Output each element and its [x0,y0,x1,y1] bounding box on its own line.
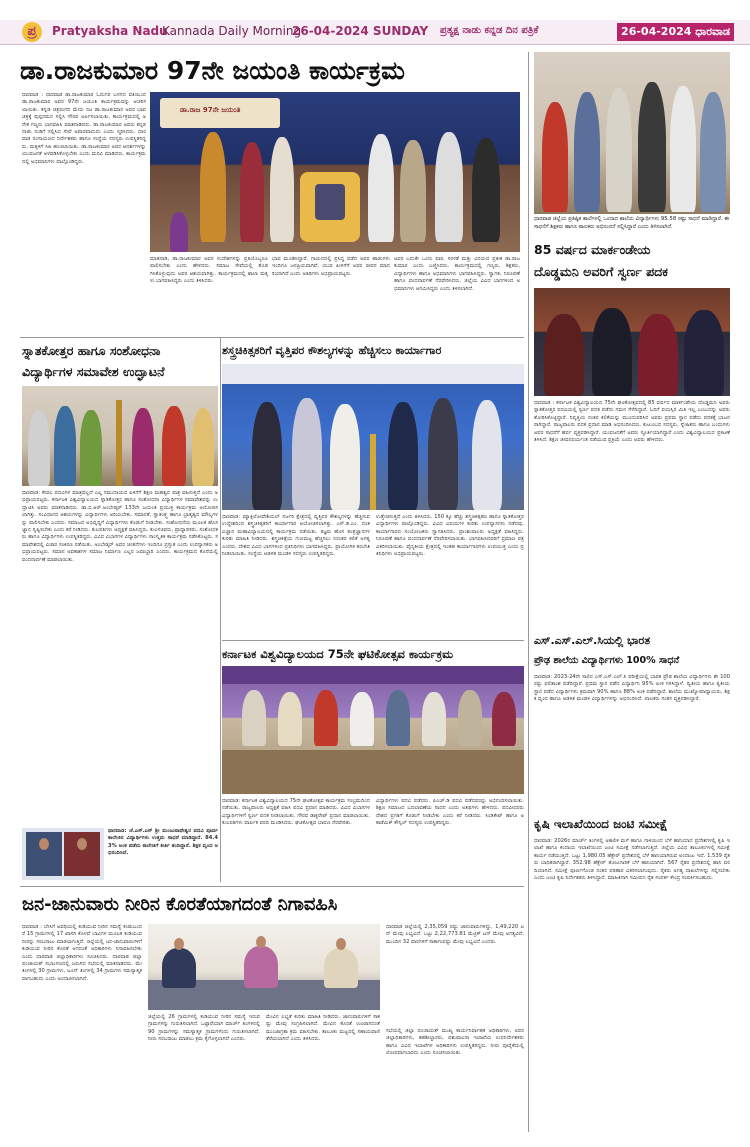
convocation-headline: ಕರ್ನಾಟಕ ವಿಶ್ವವಿದ್ಯಾಲಯದ 75ನೇ ಘಟಿಕೋತ್ಸವ ಕಾರ್ಯಕ್ರಮ [222,647,454,661]
water-column-5: ಸಭೆಯಲ್ಲಿ ಜಿಲ್ಲಾ ಪಂಚಾಯತ್ ಮುಖ್ಯ ಕಾರ್ಯನಿರ್ವಾಹಕ ಅಧಿಕಾರಿಗಳು, ಅಪರ ಜಿಲ್ಲಾಧಿಕಾರಿಗಳು, ತಹಶೀಲ್ದಾರರು, ಪಶುಪಾಲನಾ ಇಲಾಖೆಯ ಉಪನಿರ್ದೇಶಕರು ಹಾಗೂ ವಿವಿಧ ಇಲಾಖೆಗಳ ಅಧಿಕಾರಿಗಳು ಉಪಸ್ಥಿತರಿದ್ದರು. ನೀರು ಪೂರೈಕೆಯಲ್ಲಿ ಲೋಪವಾಗಬಾರದು ಎಂದು ಸೂಚಿಸಲಾಯಿತು. [386,1028,524,1057]
water-column-2: ಜಿಲ್ಲೆಯಲ್ಲಿ 26 ಗ್ರಾಮಗಳಲ್ಲಿ ಕುಡಿಯುವ ನೀರಿನ ಸಮಸ್ಯೆ ಇರುವ ಗ್ರಾಮಗಳನ್ನು ಗುರುತಿಸಲಾಗಿದೆ. ಒಟ್ಟಾರೆಯಾಗಿ ಮಾರ್ಚ್ ತಿಂಗಳಿನಲ್ಲಿ 90 ಗ್ರಾಮಗಳನ್ನು ಸಮಸ್ಯಾತ್ಮಕ ಗ್ರಾಮಗಳೆಂದು ಗುರುತಿಸಲಾಗಿದೆ. ನೀರು ಸರಬರಾಜು ಮಾಡಲು ಕ್ರಮ ಕೈಗೊಳ್ಳಲಾಗಿದೆ ಎಂದರು. [148,1014,260,1043]
person-standing [278,692,302,746]
paper-logo: ಪ್ರ [22,22,42,42]
person-in-gown [592,308,632,396]
official [162,948,196,988]
workshop-column-1: ಧಾರವಾಡ: ಮ್ಯಾಕ್ಸಿಲೋಫೇಶಿಯಲ್ ಸರ್ಜರಿ ಕ್ಷೇತ್ರದಲ್ಲಿ ವೃತ್ತಿಪರ ಕೌಶಲ್ಯಗಳನ್ನು ಹೆಚ್ಚಿಸುವ ಉದ್ದೇಶದಿಂದ ಶಸ್ತ್ರಚಿಕಿತ್ಸಕರಿಗೆ ಕಾರ್ಯಾಗಾರ ಆಯೋಜಿಸಲಾಗಿತ್ತು. ಎಸ್.ಡಿ.ಎಂ. ದಂತ ವಿಜ್ಞಾನ ಮಹಾವಿದ್ಯಾಲಯದಲ್ಲಿ ಕಾರ್ಯಕ್ರಮ ನಡೆಯಿತು. ತಜ್ಞರು ಹೊಸ ತಂತ್ರಜ್ಞಾನಗಳ ಕುರಿತು ಮಾಹಿತಿ ನೀಡಿದರು. ಶಸ್ತ್ರಚಿಕಿತ್ಸೆಯ ಗುಣಮಟ್ಟ ಹೆಚ್ಚಿಸಲು ನಿರಂತರ ಕಲಿಕೆ ಅಗತ್ಯ ಎಂದರು. ದೇಶದ ವಿವಿಧ ಭಾಗಗಳಿಂದ ಪ್ರತಿನಿಧಿಗಳು ಭಾಗವಹಿಸಿದ್ದರು. ಪ್ರಾಯೋಗಿಕ ತರಬೇತಿ ನೀಡಲಾಯಿತು. ಸಂಸ್ಥೆಯ ಆಡಳಿತ ಮಂಡಳಿ ಸದಸ್ಯರು ಉಪಸ್ಥಿತರಿದ್ದರು. [222,514,370,558]
rajkumar-column-2: ಮಾತನಾಡಿ, ಡಾ.ರಾಜಕುಮಾರ ಅವರ ಸಂದೇಶಗಳನ್ನು ಪ್ರತಿಯೊಬ್ಬರೂ ಪಾಲಿಸಬೇಕು ಎಂದು ಹೇಳಿದರು. ಸಮಾಜ ಸೇವೆಯಲ್ಲಿ ತೊಡಗಿಸಿಕೊಳ್ಳುವುದು ಅವರ ಆಶಯವಾಗಿತ್ತು. ಕಾರ್ಯಕ್ರಮದಲ್ಲಿ ಶಾಲಾ ಮಕ್ಕಳು ಭಾಗವಹಿಸಿದ್ದರು ಎಂದು ತಿಳಿಸಿದರು. [150,256,268,285]
official-face [174,938,184,950]
paper-tagline: Kannada Daily Morning [162,24,302,38]
seated-row [222,750,524,794]
lamp-stand [370,434,376,510]
masthead [0,20,750,45]
person-in-gown [684,310,724,396]
column-divider [528,632,529,1132]
gold-medal-headline-2: ದೊಡ್ಡಮನಿ ಅವರಿಗೆ ಸ್ವರ್ಣ ಪದಕ [534,264,668,279]
gold-medal-headline-1: 85 ವರ್ಷದ ಮಾರ್ಕಂಡೇಯ [534,242,651,257]
issue-date-en: 26-04-2024 SUNDAY [292,24,429,38]
water-meeting-photo [148,924,380,1010]
pg-students-headline-2: ವಿದ್ಯಾರ್ಥಿಗಳ ಸಮಾವೇಶ ಉದ್ಘಾಟನೆ [22,364,165,379]
sslc-body: ಧಾರವಾಡ: 2023-24ನೇ ಸಾಲಿನ ಎಸ್.ಎಸ್.ಎಲ್.ಸಿ ಪರೀಕ್ಷೆಯಲ್ಲಿ ಭಾರತ ಪ್ರೌಢ ಶಾಲೆಯ ವಿದ್ಯಾರ್ಥಿಗಳು ಶೇ 100 ರಷ್ಟು ಫಲಿತಾಂಶ ಪಡೆದಿದ್ದಾರೆ. ಪ್ರಥಮ ಸ್ಥಾನ ಪಡೆದ ವಿದ್ಯಾರ್ಥಿನಿ 95% ಅಂಕ ಗಳಿಸಿದ್ದಾಳೆ. ದ್ವಿತೀಯ ಹಾಗೂ ತೃತೀಯ ಸ್ಥಾನ ಪಡೆದ ವಿದ್ಯಾರ್ಥಿಗಳು ಕ್ರಮವಾಗಿ 90% ಹಾಗೂ 88% ಅಂಕ ಪಡೆದಿದ್ದಾರೆ. ಶಾಲೆಯ ಮುಖ್ಯೋಪಾಧ್ಯಾಯರು, ಶಿಕ್ಷಕ ವೃಂದ ಹಾಗೂ ಆಡಳಿತ ಮಂಡಳಿ ವಿದ್ಯಾರ್ಥಿಗಳನ್ನು ಅಭಿನಂದಿಸಿದೆ. ಪಾಲಕರು ಸಂತಸ ವ್ಯಕ್ತಪಡಿಸಿದ್ದಾರೆ. [534,674,730,703]
official [244,946,278,988]
person-standing [458,690,482,746]
workshop-headline: ಶಸ್ತ್ರಚಿಕಿತ್ಸಕರಿಗೆ ವೃತ್ತಿಪರ ಕೌಶಲ್ಯಗಳನ್ನು ಹೆಚ್ಚಿಸಲು ಕಾರ್ಯಾಗಾರ [222,344,442,357]
child [170,212,188,252]
student-face [39,838,49,850]
water-column-3: ಮೇವಿನ ಲಭ್ಯತೆ ಕುರಿತು ಮಾಹಿತಿ ನೀಡಿದರು. ಜಾನುವಾರುಗಳಿಗೆ ಸಾಕಷ್ಟು ಮೇವು ಸಂಗ್ರಹಿಸಲಾಗಿದೆ. ಮೇವಿನ ಕೊರತೆ ಉಂಟಾಗದಂತೆ ಮುಂಜಾಗ್ರತಾ ಕ್ರಮ ವಹಿಸಬೇಕು. ತಾಲೂಕು ಮಟ್ಟದಲ್ಲಿ ಸಹಾಯವಾಣಿ ತೆರೆಯಲಾಗಿದೆ ಎಂದು ತಿಳಿಸಿದರು. [266,1014,380,1043]
pg-students-headline-1: ಸ್ನಾತಕೋತ್ತರ ಹಾಗೂ ಸಂಶೋಧನಾ [22,343,161,358]
student-photos [22,828,104,880]
person [400,140,426,242]
rajkumar-event-photo [150,92,520,252]
person-standing [492,692,516,746]
person [54,406,76,486]
official [324,948,358,988]
lamp-stand [116,400,122,486]
person [472,400,502,510]
person [192,408,214,486]
official-face [256,936,266,948]
stage-banner [222,666,524,684]
person [252,402,282,510]
person-in-gown [638,314,678,396]
person [292,398,322,510]
person [132,408,154,486]
water-headline: ಜನ-ಜಾನುವಾರು ನೀರಿನ ಕೊರತೆಯಾಗದಂತೆ ನಿಗಾವಹಿಸಿ [22,894,338,915]
section-divider [20,886,524,887]
section-divider [222,640,524,641]
person [542,102,568,212]
person [270,137,294,242]
person [330,404,360,510]
water-column-4: ಧಾರವಾಡ ಜಿಲ್ಲೆಯಲ್ಲಿ 2,35,059 ರಷ್ಟು ಜಾನುವಾರುಗಳಿದ್ದು, 1,49,220 ಟನ್ ಮೇವು ಲಭ್ಯವಿದೆ. ಒಟ್ಟು 2,22,773.81 ಮೆಟ್ರಿಕ್ ಟನ್ ಮೇವು ಅಗತ್ಯವಿದೆ. ಮುಂದಿನ 32 ವಾರಗಳಿಗೆ ಸಾಕಾಗುವಷ್ಟು ಮೇವು ಲಭ್ಯವಿದೆ ಎಂದರು. [386,924,524,945]
person-standing [350,692,374,746]
person [28,410,50,486]
official-face [336,938,346,950]
person [240,142,264,242]
person [162,406,186,486]
section-divider [20,337,524,338]
sslc-headline-1: ಎಸ್.ಎಸ್.ಎಲ್.ಸಿಯಲ್ಲಿ ಭಾರತ [534,634,651,647]
column-divider [220,337,221,882]
person-standing [422,692,446,746]
workshop-stage-photo [222,364,524,510]
rajkumar-column-3: ಭಾವ ಮೂಡಿಸಿದ್ದಾರೆ. ಗಾಯನದಲ್ಲಿ ಪ್ರಸಿದ್ಧ ಪಡೆದ ಅವರ ಹಾಡುಗಳು ಇಂದಿಗೂ ಜನಪ್ರಿಯವಾಗಿವೆ. ಯುವ ಪೀಳಿಗೆಗೆ ಅವರ ಜೀವನ ಮಾದರಿಯಾಗಿದೆ ಎಂದು ಅತಿಥಿಗಳು ಅಭಿಪ್ರಾಯಪಟ್ಟರು. [272,256,390,277]
banner-text: ಡಾ.ರಾಜ 97ನೇ ಜಯಂತಿ [180,106,241,114]
agri-body: ಧಾರವಾಡ: 2026ರ ಮಾರ್ಚ್ ತಿಂಗಳಲ್ಲಿ ಅಕಾಲಿಕ ಮಳೆ ಹಾಗೂ ಗಾಳಿಯಿಂದ ಬೆಳೆ ಹಾನಿಯಾದ ಪ್ರದೇಶಗಳಲ್ಲಿ ಕೃಷಿ ಇಲಾಖೆ ಹಾಗೂ ಕಂದಾಯ ಇಲಾಖೆಯಿಂದ ಜಂಟಿ ಸಮೀಕ್ಷೆ ನಡೆಸಲಾಗುತ್ತಿದೆ. ಜಿಲ್ಲೆಯ ವಿವಿಧ ತಾಲೂಕುಗಳಲ್ಲಿ ಸಮೀಕ್ಷೆ ಕಾರ್ಯ ನಡೆಯುತ್ತಿದೆ. ಒಟ್ಟು 1,980.05 ಹೆಕ್ಟೇರ್ ಪ್ರದೇಶದಲ್ಲಿ ಬೆಳೆ ಹಾನಿಯಾಗಿರುವ ಅಂದಾಜು ಇದೆ. 1,539 ರೈತರು ಬಾಧಿತರಾಗಿದ್ದಾರೆ. 352.98 ಹೆಕ್ಟೇರ್ ತೋಟಗಾರಿಕೆ ಬೆಳೆ ಹಾನಿಯಾಗಿದೆ. 567 ರೈತರ ಪ್ರದೇಶದಲ್ಲಿ ಹಾನಿ ವರದಿಯಾಗಿದೆ. ಸಮೀಕ್ಷೆ ಪೂರ್ಣಗೊಂಡ ನಂತರ ಪರಿಹಾರ ವಿತರಿಸಲಾಗುವುದು. ರೈತರು ಅಗತ್ಯ ದಾಖಲೆಗಳನ್ನು ಸಲ್ಲಿಸಬೇಕು ಎಂದು ಜಂಟಿ ಕೃಷಿ ನಿರ್ದೇಶಕರು ತಿಳಿಸಿದ್ದಾರೆ. ಮಾಹಿತಿಗಾಗಿ ಸಮೀಪದ ರೈತ ಸಂಪರ್ಕ ಕೇಂದ್ರ ಸಂಪರ್ಕಿಸಬಹುದು. [534,838,730,882]
person [670,86,696,212]
rajkumar-headline: ಡಾ.ರಾಜಕುಮಾರ 97ನೇ ಜಯಂತಿ ಕಾರ್ಯಕ್ರಮ [20,56,405,85]
person [700,92,726,212]
convocation-group-photo [222,666,524,794]
person [638,82,666,212]
person-standing [242,690,266,746]
sslc-headline-2: ಪ್ರೌಢ ಶಾಲೆಯ ವಿದ್ಯಾರ್ಥಿಗಳು 100% ಸಾಧನೆ [534,655,680,666]
student-face [77,838,87,850]
person [606,88,632,212]
person [200,132,226,242]
person [574,92,600,212]
stage-banner [222,364,524,384]
school-felicitation-photo [534,52,730,214]
person [80,410,102,486]
gold-medal-body: ಧಾರವಾಡ : ಕರ್ನಾಟಕ ವಿಶ್ವವಿದ್ಯಾಲಯದ 75ನೇ ಘಟಿಕೋತ್ಸವದಲ್ಲಿ 85 ವರ್ಷದ ಮಾರ್ಕಂಡೇಯ ದೊಡ್ಡಮನಿ ಅವರು ಸ್ನಾತಕೋತ್ತರ ಪದವಿಯಲ್ಲಿ ಸ್ವರ್ಣ ಪದಕ ಪಡೆದು ಗಮನ ಸೆಳೆದಿದ್ದಾರೆ. ಓದಿಗೆ ವಯಸ್ಸಿನ ಮಿತಿ ಇಲ್ಲ ಎಂಬುದನ್ನು ಅವರು ತೋರಿಸಿಕೊಟ್ಟಿದ್ದಾರೆ. ನಿವೃತ್ತಿಯ ನಂತರ ಕಲಿಕೆಯನ್ನು ಮುಂದುವರಿಸಿದ ಅವರು ಪ್ರಥಮ ಸ್ಥಾನ ಪಡೆದು ಪದಕಕ್ಕೆ ಭಾಜನರಾಗಿದ್ದಾರೆ. ರಾಜ್ಯಪಾಲರು ಪದಕ ಪ್ರದಾನ ಮಾಡಿ ಅಭಿನಂದಿಸಿದರು. ಕುಟುಂಬದ ಸದಸ್ಯರು, ಸ್ನೇಹಿತರು ಹಾಗೂ ಬಂಧುಗಳು ಅವರ ಸಾಧನೆಗೆ ಹರ್ಷ ವ್ಯಕ್ತಪಡಿಸಿದ್ದಾರೆ. ಯುವಜನತೆಗೆ ಅವರು ಸ್ಫೂರ್ತಿಯಾಗಿದ್ದಾರೆ ಎಂದು ವಿಶ್ವವಿದ್ಯಾಲಯದ ಪ್ರಕಟಣೆ ತಿಳಿಸಿದೆ. ಶಿಕ್ಷಣ ಜೀವನಪರ್ಯಂತ ನಡೆಯುವ ಪ್ರಕ್ರಿಯೆ ಎಂದು ಅವರು ಹೇಳಿದರು. [534,400,730,444]
rajkumar-column-1: ಧಾರವಾಡ : ಧಾರವಾಡ ಡಾ.ರಾಜಕುಮಾರ ಓದುಗರ ಬಳಗದ ವತಿಯಿಂದ ಡಾ.ರಾಜಕುಮಾರ ಅವರ 97ನೇ ಜಯಂತಿ ಕಾರ್ಯಕ್ರಮವನ್ನು ಆಚರಿಸಲಾಯಿತು. ಕನ್ನಡ ಚಿತ್ರರಂಗದ ಮೇರು ನಟ ಡಾ.ರಾಜಕುಮಾರ ಅವರ ಭಾವಚಿತ್ರಕ್ಕೆ ಪುಷ್ಪನಮನ ಸಲ್ಲಿಸಿ ಗೌರವ ಅರ್ಪಿಸಲಾಯಿತು. ಕಾರ್ಯಕ್ರಮದಲ್ಲಿ ಅನೇಕ ಗಣ್ಯರು ಭಾಗವಹಿಸಿ ಮಾತನಾಡಿದರು. ಡಾ.ರಾಜಕುಮಾರ ಅವರು ಕನ್ನಡ ನಾಡು ನುಡಿಗೆ ಸಲ್ಲಿಸಿದ ಸೇವೆ ಅಪಾರವಾದುದು ಎಂದು ಸ್ಮರಿಸಿದರು. ಧಾರವಾಡ ರಂಗಾಯಣದ ನಿರ್ದೇಶಕರು ಹಾಗೂ ಸಂಸ್ಥೆಯ ಸದಸ್ಯರು ಉಪಸ್ಥಿತರಿದ್ದರು. ಮಕ್ಕಳಿಗೆ ಸಿಹಿ ಹಂಚಲಾಯಿತು. ಡಾ.ರಾಜಕುಮಾರ ಅವರ ಆದರ್ಶಗಳನ್ನು ಯುವಜನತೆ ಅಳವಡಿಸಿಕೊಳ್ಳಬೇಕು ಎಂದು ಮನವಿ ಮಾಡಿದರು. ಕಾರ್ಯಕ್ರಮದಲ್ಲಿ ಅಭಿಮಾನಿಗಳು ಪಾಲ್ಗೊಂಡಿದ್ದರು. [22,92,146,165]
person-in-gown [544,314,584,396]
paper-name-kannada: ಪ್ರತ್ಯಕ್ಷ ನಾಡು ಕನ್ನಡ ದಿನ ಪತ್ರಿಕೆ [440,25,539,36]
rajkumar-column-4: ಅವರ ಬದುಕೇ ಒಂದು ಪಾಠ, ಸರಳತೆ ಮತ್ತು ವಿನಯದ ಪ್ರತೀಕ ಡಾ.ರಾಜಕುಮಾರ ಎಂದು ಬಣ್ಣಿಸಿದರು. ಕಾರ್ಯಕ್ರಮದಲ್ಲಿ ಗಣ್ಯರು, ಶಿಕ್ಷಕರು, ವಿದ್ಯಾರ್ಥಿಗಳು ಹಾಗೂ ಅಭಿಮಾನಿಗಳು ಭಾಗವಹಿಸಿದ್ದರು. ಸ್ವಾಗತ, ನಿರೂಪಣೆ ಹಾಗೂ ವಂದನಾರ್ಪಣೆ ನೆರವೇರಿಸಿದರು. ಜಿಲ್ಲೆಯ ವಿವಿಧ ಭಾಗಗಳಿಂದ ಅಭಿಮಾನಿಗಳು ಆಗಮಿಸಿದ್ದರು ಎಂದು ತಿಳಿಸಲಾಗಿದೆ. [394,256,520,292]
person-standing [314,690,338,746]
person [472,138,500,242]
convocation-column-2: ವಿದ್ಯಾರ್ಥಿಗಳು ಪದವಿ ಪಡೆದರು. ಪಿಎಚ್.ಡಿ ಪದವಿ ಪಡೆದವರನ್ನು ಅಭಿನಂದಿಸಲಾಯಿತು. ಶಿಕ್ಷಣ ಸಮಾಜದ ಬದಲಾವಣೆಯ ಸಾಧನ ಎಂದು ಅತಿಥಿಗಳು ಹೇಳಿದರು. ಪದವೀಧರರು ದೇಶದ ಪ್ರಗತಿಗೆ ಕೊಡುಗೆ ನೀಡಬೇಕು ಎಂದು ಕರೆ ನೀಡಿದರು. ಸಿಂಡಿಕೇಟ್ ಹಾಗೂ ಅಕಾಡೆಮಿಕ್ ಕೌನ್ಸಿಲ್ ಸದಸ್ಯರು ಉಪಸ್ಥಿತರಿದ್ದರು. [376,798,524,827]
issue-date-kannada: 26-04-2024 ಧಾರವಾಡ [617,23,734,41]
agri-headline: ಕೃಷಿ ಇಲಾಖೆಯಿಂದ ಜಂಟಿ ಸಮೀಕ್ಷೆ [534,817,668,831]
workshop-column-2: ಉತ್ತೇಜಿಸುತ್ತದೆ ಎಂದು ತಿಳಿಸಿದರು. 150 ಕ್ಕೂ ಹೆಚ್ಚು ಶಸ್ತ್ರಚಿಕಿತ್ಸಕರು ಹಾಗೂ ಸ್ನಾತಕೋತ್ತರ ವಿದ್ಯಾರ್ಥಿಗಳು ಪಾಲ್ಗೊಂಡಿದ್ದರು. ವಿವಿಧ ವಿಷಯಗಳ ಕುರಿತು ಉಪನ್ಯಾಸಗಳು ನಡೆದವು. ಕಾರ್ಯಾಗಾರದ ಸಂಯೋಜಕರು ಸ್ವಾಗತಿಸಿದರು. ಪ್ರಾಂಶುಪಾಲರು ಅಧ್ಯಕ್ಷತೆ ವಹಿಸಿದ್ದರು. ನಿರೂಪಣೆ ಹಾಗೂ ವಂದನಾರ್ಪಣೆ ನೆರವೇರಿಸಲಾಯಿತು. ಭಾಗವಹಿಸಿದವರಿಗೆ ಪ್ರಮಾಣ ಪತ್ರ ವಿತರಿಸಲಾಯಿತು. ವೈದ್ಯಕೀಯ ಕ್ಷೇತ್ರದಲ್ಲಿ ಇಂತಹ ಕಾರ್ಯಾಗಾರಗಳು ಉಪಯುಕ್ತ ಎಂದು ಪ್ರತಿನಿಧಿಗಳು ಅಭಿಪ್ರಾಯಪಟ್ಟರು. [376,514,524,558]
person [428,398,458,510]
school-photo-caption: ಧಾರವಾಡ ಜಿಲ್ಲೆಯ ಪ್ರತಿಷ್ಠಿತ ಶಾಲೆಗಳಲ್ಲಿ ಒಂದಾದ ಶಾಲೆಯ ವಿದ್ಯಾರ್ಥಿಗಳು 95.58 ರಷ್ಟು ಸಾಧನೆ ಮಾಡಿದ್ದಾರೆ. ಈ ಸಾಧನೆಗೆ ಶಿಕ್ಷಕರು ಹಾಗೂ ಪಾಲಕರು ಅಭಿನಂದನೆ ಸಲ್ಲಿಸಿದ್ದಾರೆ ಎಂದು ತಿಳಿಸಲಾಗಿದೆ. [534,216,730,238]
water-column-1: ಧಾರವಾಡ : ಬೇಸಿಗೆ ಅವಧಿಯಲ್ಲಿ ಕುಡಿಯುವ ನೀರಿನ ಸಮಸ್ಯೆ ಕಂಡುಬಂದರೆ 15 ಗ್ರಾಮಗಳಲ್ಲಿ 17 ಖಾಸಗಿ ಕೊಳವೆ ಬಾವಿಗಳ ಮೂಲಕ ಕುಡಿಯುವ ನೀರನ್ನು ಸರಬರಾಜು ಮಾಡಲಾಗುತ್ತಿದೆ. ಜಿಲ್ಲೆಯಲ್ಲಿ ಜನ-ಜಾನುವಾರುಗಳಿಗೆ ಕುಡಿಯುವ ನೀರಿನ ಕೊರತೆ ಆಗದಂತೆ ಅಧಿಕಾರಿಗಳು ನಿಗಾವಹಿಸಬೇಕು ಎಂದು ಧಾರವಾಡ ಜಿಲ್ಲಾಧಿಕಾರಿಗಳು ಸೂಚಿಸಿದರು. ಧಾರವಾಡ ಜಿಲ್ಲಾ ಪಂಚಾಯತ್ ಸಭಾಂಗಣದಲ್ಲಿ ಜರುಗಿದ ಸಭೆಯಲ್ಲಿ ಮಾತನಾಡಿದರು. ಮೇ ತಿಂಗಳಲ್ಲಿ 30 ಗ್ರಾಮಗಳು, ಜೂನ್ ತಿಂಗಳಲ್ಲಿ 34 ಗ್ರಾಮಗಳು ಸಮಸ್ಯಾತ್ಮಕವಾಗಬಹುದು ಎಂದು ಅಂದಾಜಿಸಲಾಗಿದೆ. [22,924,142,982]
jss-college-note: ಧಾರವಾಡ: ಜೆ.ಎಸ್.ಎಸ್ ಶ್ರೀ ಮಂಜುನಾಥೇಶ್ವರ ಪದವಿ ಪೂರ್ವ ಕಾಲೇಜಿನ ವಿದ್ಯಾರ್ಥಿಗಳು ಉತ್ತಮ ಸಾಧನೆ ಮಾಡಿದ್ದಾರೆ. 84.43% ಅಂಕ ಪಡೆದು ಕಾಲೇಜಿಗೆ ಕೀರ್ತಿ ತಂದಿದ್ದಾರೆ. ಶಿಕ್ಷಕ ವೃಂದ ಅಭಿನಂದಿಸಿದೆ. [108,828,218,857]
person [435,132,463,242]
pg-students-body: ಧಾರವಾಡ: ಕೇವಲ ಪದವಿಗಳ ಮಾತ್ರವಲ್ಲದೆ ಎಲ್ಲ ಸಮುದಾಯದ ಏಳಿಗೆಗೆ ಶಿಕ್ಷಣ ಮಹತ್ವದ ಪಾತ್ರ ವಹಿಸುತ್ತದೆ ಎಂದು ಅಭಿಪ್ರಾಯಪಟ್ಟರು. ಕರ್ನಾಟಕ ವಿಶ್ವವಿದ್ಯಾಲಯದ ಸ್ನಾತಕೋತ್ತರ ಹಾಗೂ ಸಂಶೋಧನಾ ವಿದ್ಯಾರ್ಥಿಗಳ ಸಮಾವೇಶವನ್ನು ಉದ್ಘಾಟಿಸಿ ಅವರು ಮಾತನಾಡಿದರು. ಡಾ.ಬಿ.ಆರ್.ಅಂಬೇಡ್ಕರ್ 133ನೇ ಜಯಂತಿ ಪ್ರಯುಕ್ತ ಕಾರ್ಯಕ್ರಮ ಆಯೋಜಿಸಲಾಗಿತ್ತು. ಸಂವಿಧಾನದ ಆಶಯಗಳನ್ನು ವಿದ್ಯಾರ್ಥಿಗಳು ಅರಿಯಬೇಕು. ಸಮಾನತೆ, ಸ್ವಾತಂತ್ರ್ಯ ಹಾಗೂ ಭ್ರಾತೃತ್ವದ ಮೌಲ್ಯಗಳನ್ನು ಪಾಲಿಸಬೇಕು ಎಂದರು. ಸಮಾಜದ ಅಭಿವೃದ್ಧಿಗೆ ವಿದ್ಯಾರ್ಥಿಗಳು ಕೊಡುಗೆ ನೀಡಬೇಕು. ಸಂಶೋಧನೆಯ ಮೂಲಕ ಹೊಸ ಜ್ಞಾನ ಸೃಷ್ಟಿಸಬೇಕು ಎಂದು ಕರೆ ನೀಡಿದರು. ಕುಲಪತಿಗಳು ಅಧ್ಯಕ್ಷತೆ ವಹಿಸಿದ್ದರು. ಕುಲಸಚಿವರು, ಪ್ರಾಧ್ಯಾಪಕರು, ಸಂಶೋಧಕರು ಹಾಗೂ ವಿದ್ಯಾರ್ಥಿಗಳು ಉಪಸ್ಥಿತರಿದ್ದರು. ವಿವಿಧ ವಿಭಾಗಗಳ ವಿದ್ಯಾರ್ಥಿಗಳು ಸಾಂಸ್ಕೃತಿಕ ಕಾರ್ಯಕ್ರಮ ನಡೆಸಿಕೊಟ್ಟರು. ಸಮಾವೇಶದಲ್ಲಿ ವಿಚಾರ ಸಂಕಿರಣ ನಡೆಯಿತು. ಅಂಬೇಡ್ಕರ್ ಅವರ ಚಿಂತನೆಗಳು ಇಂದಿಗೂ ಪ್ರಸ್ತುತ ಎಂದು ಉಪನ್ಯಾಸಕರು ಅಭಿಪ್ರಾಯಪಟ್ಟರು. ಸಮಾನ ಅವಕಾಶಗಳ ಸಮಾಜ ನಿರ್ಮಾಣ ಎಲ್ಲರ ಜವಾಬ್ದಾರಿ ಎಂದರು. ಕಾರ್ಯಕ್ರಮದ ಕೊನೆಯಲ್ಲಿ ವಂದನಾರ್ಪಣೆ ಮಾಡಲಾಯಿತು. [22,490,218,563]
portrait-frame [315,184,345,220]
convocation-column-1: ಧಾರವಾಡ: ಕರ್ನಾಟಕ ವಿಶ್ವವಿದ್ಯಾಲಯದ 75ನೇ ಘಟಿಕೋತ್ಸವ ಕಾರ್ಯಕ್ರಮ ಸಂಭ್ರಮದಿಂದ ನಡೆಯಿತು. ರಾಜ್ಯಪಾಲರು ಅಧ್ಯಕ್ಷತೆ ವಹಿಸಿ ಪದವಿ ಪ್ರದಾನ ಮಾಡಿದರು. ವಿವಿಧ ವಿಭಾಗಗಳ ವಿದ್ಯಾರ್ಥಿಗಳಿಗೆ ಸ್ವರ್ಣ ಪದಕ ನೀಡಲಾಯಿತು. ಗೌರವ ಡಾಕ್ಟರೇಟ್ ಪ್ರದಾನ ಮಾಡಲಾಯಿತು. ಕುಲಪತಿಗಳು ವಾರ್ಷಿಕ ವರದಿ ಮಂಡಿಸಿದರು. ಘಟಿಕೋತ್ಸವ ಭಾಷಣ ನೆರವೇರಿತು. [222,798,370,827]
pg-students-photo [22,386,218,486]
person [368,134,394,242]
person-standing [386,690,410,746]
column-divider [528,52,529,632]
person [388,402,418,510]
paper-name: Pratyaksha Nadu [52,24,168,38]
gold-medal-convocation-photo [534,288,730,396]
